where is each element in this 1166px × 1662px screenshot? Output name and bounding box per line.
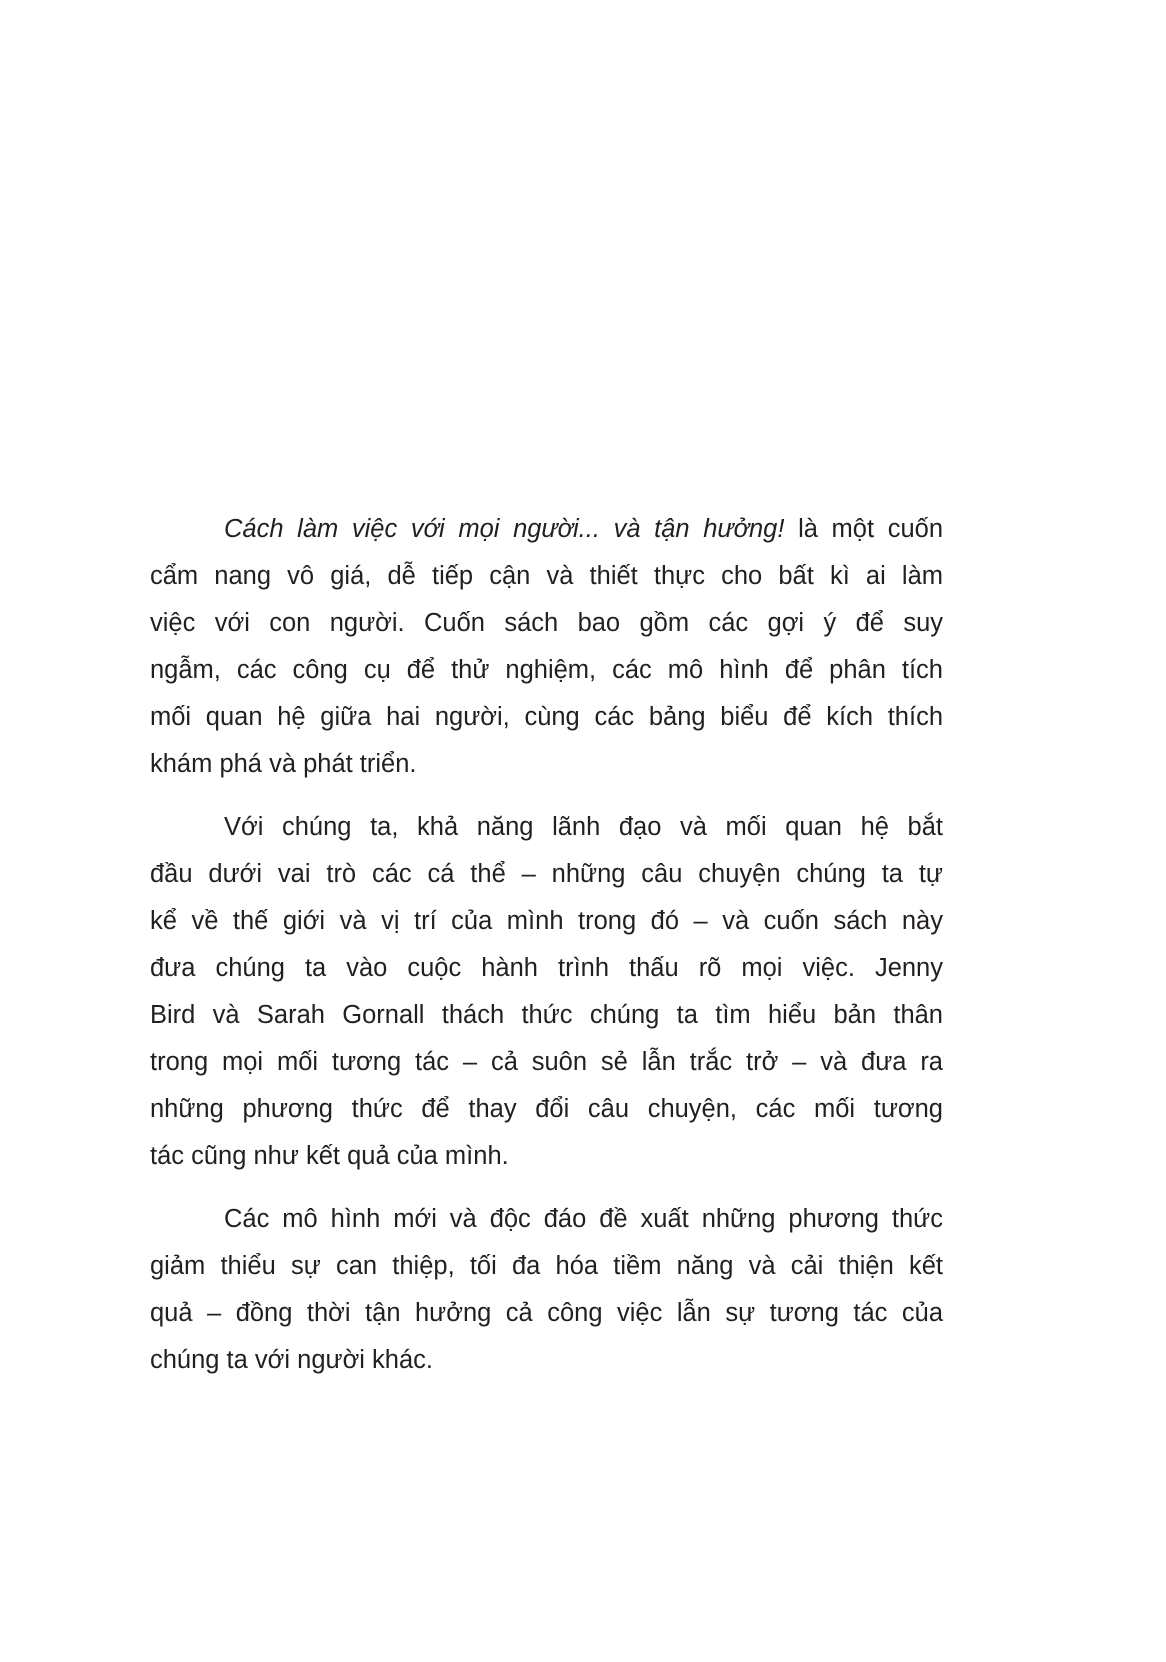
text-line: giảm thiểu sự can thiệp, tối đa hóa tiềm năng và cải thiện kết — [150, 1252, 943, 1280]
text-line: khám phá và phát triển. — [150, 750, 417, 778]
paragraph-2 — [150, 804, 943, 1180]
text-line: Bird và Sarah Gornall thách thức chúng ta tìm hiểu bản thân — [150, 1001, 943, 1029]
text-line: những phương thức để thay đổi câu chuyện, các mối tương — [150, 1095, 943, 1123]
text-segment: là một cuốn — [784, 515, 944, 543]
text-line: mối quan hệ giữa hai người, cùng các bảng biểu để kích thích — [150, 703, 943, 731]
body-text — [150, 506, 943, 1400]
text-line: việc với con người. Cuốn sách bao gồm các gợi ý để suy — [150, 609, 943, 637]
text-line: quả – đồng thời tận hưởng cả công việc lẫn sự tương tác của — [150, 1299, 943, 1327]
text-line: chúng ta với người khác. — [150, 1346, 433, 1374]
text-line: Các mô hình mới và độc đáo đề xuất những phương thức — [224, 1205, 943, 1233]
book-title-italic: Cách làm việc với mọi người... và tận hưởng! — [224, 515, 785, 543]
paragraph-3 — [150, 1196, 943, 1384]
text-line: đưa chúng ta vào cuộc hành trình thấu rõ mọi việc. Jenny — [150, 954, 943, 982]
text-line: ngẫm, các công cụ để thử nghiệm, các mô hình để phân tích — [150, 656, 943, 684]
text-line — [150, 506, 943, 553]
text-line: tác cũng như kết quả của mình. — [150, 1142, 509, 1170]
text-line: cẩm nang vô giá, dễ tiếp cận và thiết thực cho bất kì ai làm — [150, 562, 943, 590]
text-line: Với chúng ta, khả năng lãnh đạo và mối quan hệ bắt — [224, 813, 943, 841]
text-line: trong mọi mối tương tác – cả suôn sẻ lẫn trắc trở – và đưa ra — [150, 1048, 943, 1076]
text-line: đầu dưới vai trò các cá thể – những câu chuyện chúng ta tự — [150, 860, 943, 888]
text-line: kể về thế giới và vị trí của mình trong đó – và cuốn sách này — [150, 907, 943, 935]
paragraph-1 — [150, 506, 943, 788]
